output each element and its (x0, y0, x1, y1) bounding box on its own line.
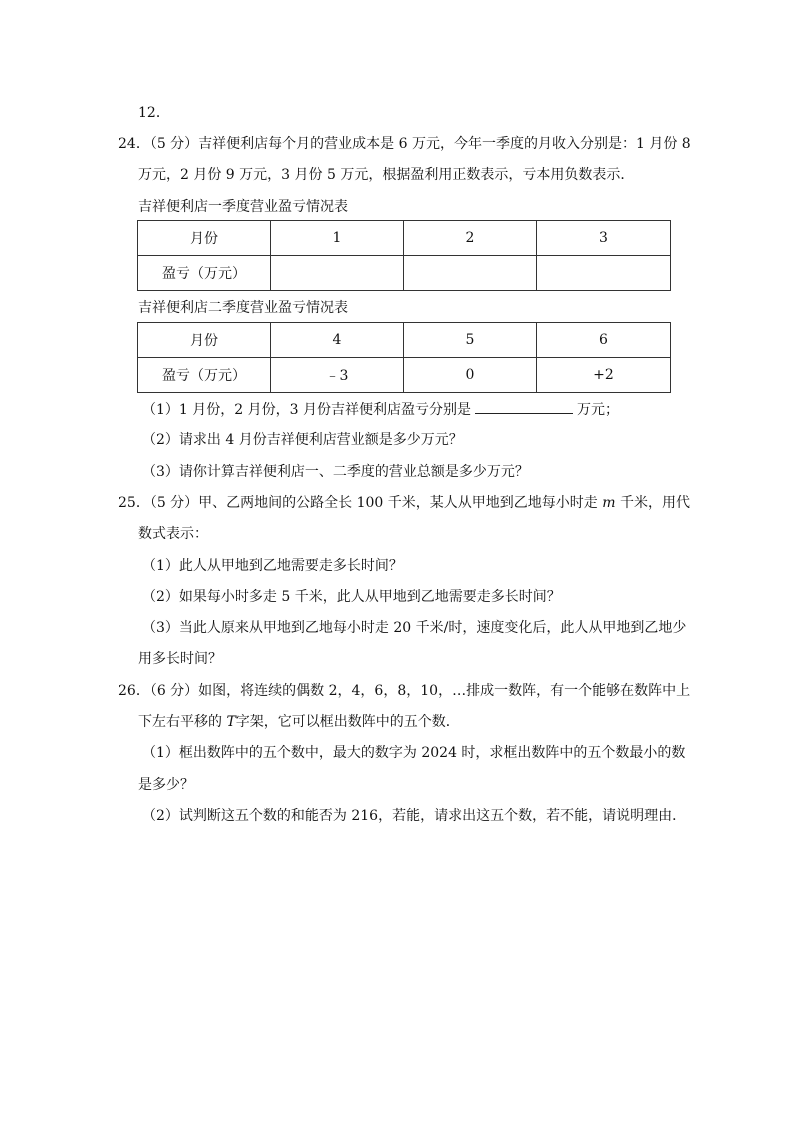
table-row (138, 358, 671, 393)
table-cell: ﹣3 (271, 358, 404, 393)
table-row (138, 323, 671, 358)
q25-sub3-line2: 用多长时间？ (138, 651, 222, 667)
q24-sub1-text: （1）1 月份，2 月份，3 月份吉祥便利店盈亏分别是 (142, 402, 471, 418)
table-row (138, 256, 671, 291)
q24-table1-caption: 吉祥便利店一季度营业盈亏情况表 (138, 199, 348, 215)
table-cell: +2 (537, 358, 671, 393)
q26-sub1-line1: （1）框出数阵中的五个数中，最大的数字为 2024 时，求框出数阵中的五个数最小的数 (142, 745, 686, 761)
table-row (138, 221, 671, 256)
table-cell: 2 (404, 221, 537, 256)
q25-stem-text-end: 千米，用代 (619, 495, 690, 511)
table-cell: 月份 (138, 221, 271, 256)
table-cell: 盈亏（万元） (138, 256, 271, 291)
table-cell: 1 (271, 221, 404, 256)
table-cell: 月份 (138, 323, 271, 358)
q24-stem-line2: 万元，2 月份 9 万元，3 月份 5 万元，根据盈利用正数表示，亏本用负数表示． (138, 167, 635, 183)
q24-sub1-unit: 万元； (576, 402, 619, 418)
table-cell: 3 (537, 221, 671, 256)
table-cell-blank (404, 256, 537, 291)
table-cell: 5 (404, 323, 537, 358)
table-cell-blank (271, 256, 404, 291)
q26-stem-text-end: 字架，它可以框出数阵中的五个数． (235, 714, 460, 730)
variable-t: T (226, 714, 236, 730)
q26-sub2: （2）试判断这五个数的和能否为 216，若能，请求出这五个数，若不能，请说明理由． (142, 808, 687, 824)
q25-stem-line2: 数式表示： (138, 526, 208, 542)
table-cell-blank (537, 256, 671, 291)
q24-table2-caption: 吉祥便利店二季度营业盈亏情况表 (138, 300, 348, 316)
variable-m: m (602, 495, 616, 511)
q24-sub1 (142, 399, 619, 420)
table-cell: 4 (271, 323, 404, 358)
q24-table2 (137, 322, 671, 393)
q24-sub3: （3）请你计算吉祥便利店一、二季度的营业总额是多少万元？ (142, 464, 529, 480)
q25-stem-text: 25．（5 分）甲、乙两地间的公路全长 100 千米，某人从甲地到乙地每小时走 (118, 495, 598, 511)
table-cell: 6 (537, 323, 671, 358)
table-cell: 0 (404, 358, 537, 393)
q25-sub3-line1: （3）当此人原来从甲地到乙地每小时走 20 千米/时，速度变化后，此人从甲地到乙地少 (142, 620, 687, 636)
q25-sub1: （1）此人从甲地到乙地需要走多长时间？ (142, 558, 403, 574)
q24-sub2: （2）请求出 4 月份吉祥便利店营业额是多少万元？ (142, 432, 463, 448)
answer-blank[interactable] (475, 399, 573, 414)
q26-sub1-line2: 是多少？ (138, 777, 194, 793)
q24-table1 (137, 220, 671, 291)
q26-stem-line2 (138, 712, 460, 732)
q26-stem-text: 下左右平移的 (138, 714, 222, 730)
q25-sub2: （2）如果每小时多走 5 千米，此人从甲地到乙地需要走多长时间？ (142, 589, 561, 605)
q26-stem-line1: 26．（6 分）如图，将连续的偶数 2，4，6，8，10，…排成一数阵，有一个能够在数阵中上 (118, 683, 691, 699)
previous-answer-tail: 12． (138, 105, 170, 121)
q25-stem-line1 (118, 493, 690, 513)
table-cell: 盈亏（万元） (138, 358, 271, 393)
q24-stem-line1: 24．（5 分）吉祥便利店每个月的营业成本是 6 万元，今年一季度的月收入分别是：1 月份 8 (118, 136, 691, 152)
